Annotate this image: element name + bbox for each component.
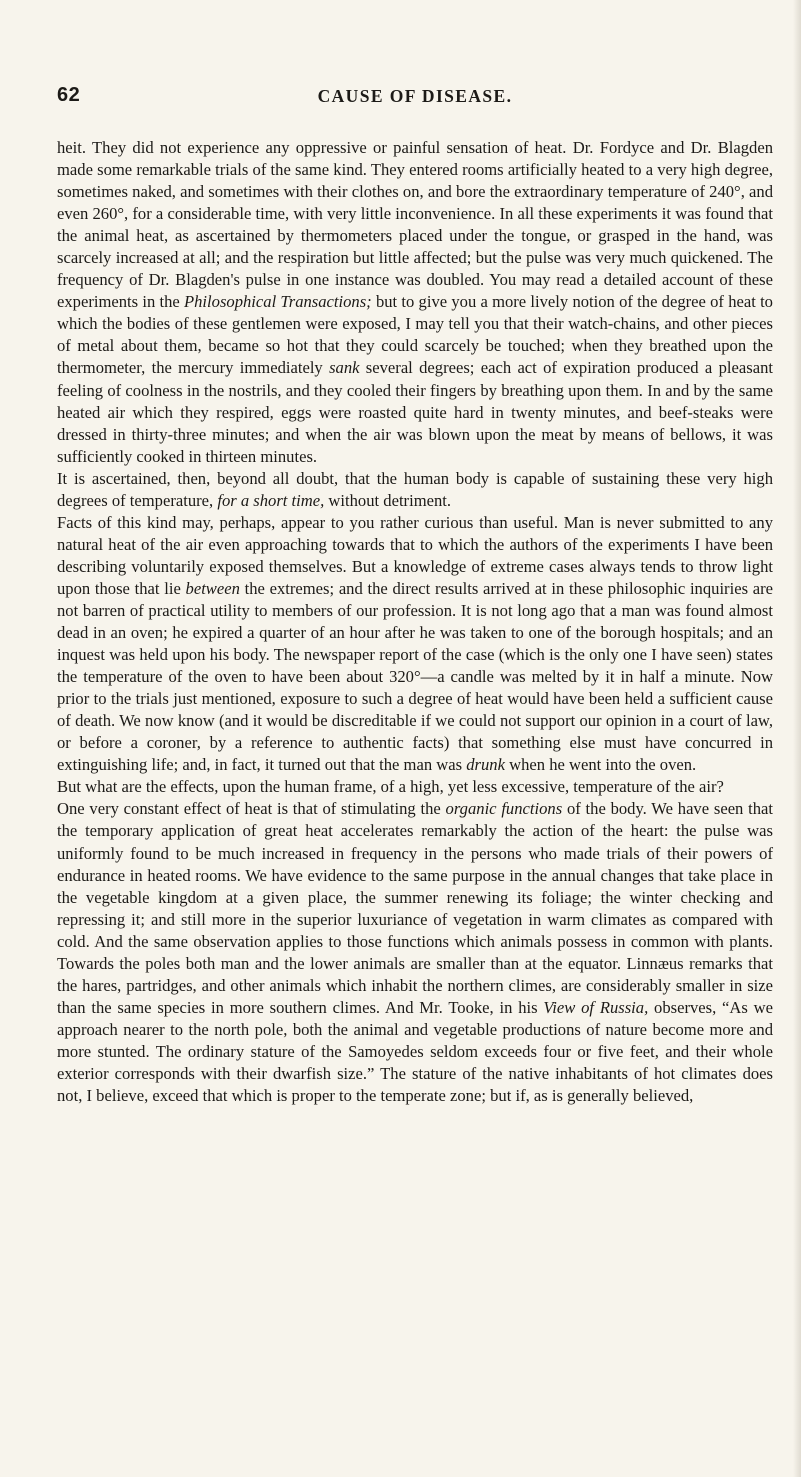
running-head: CAUSE OF DISEASE. <box>317 86 513 106</box>
italic-text: for a short time, <box>217 490 325 510</box>
paragraph <box>57 798 773 1107</box>
text-run: several degrees; each act of expiration produced a pleasant feeling of coolness in the nostrils, and they cooled their fingers by breathing upon them. In and by the same heated air which they respired, eggs were roasted quite hard in twenty minutes, and beef-steaks were dressed in thirty-three minutes; and when the air was blown upon the meat by means of bellows, it was sufficiently cooked in thirteen minutes. <box>57 358 773 466</box>
text-run: heit. They did not experience any oppressive or painful sensation of heat. Dr. Fordyce and Dr. Blagden made some remarkable trials of the same kind. They entered rooms artificially heated to a very high degree, sometimes naked, and sometimes with their clothes on, and bore the extraordinary temperature of 240°, and even 260°, for a considerable time, with very little inconvenience. In all these experiments it was found that the animal heat, as ascertained by thermometers placed under the tongue, or grasped in the hand, was scarcely increased at all; and the respiration but little affected; but the pulse was very much quickened. The frequency of Dr. Blagden's pulse in one instance was doubled. You may read a detailed account of these experiments in the <box>57 138 773 312</box>
text-run: but to give you a more lively notion of the degree of heat to which the bodies of these gentlemen were exposed, I may tell you that their watch-chains, and other pieces of metal about them, became so hot that they could scarcely be touched; when they breathed upon the thermometer, the mercury immediately <box>57 292 773 378</box>
body-text <box>57 137 773 1107</box>
page-edge-shadow <box>793 0 801 1477</box>
italic-text: sank <box>329 358 360 378</box>
text-run: Facts of this kind may, perhaps, appear to you rather curious than useful. Man is never submitted to any natural heat of the air even approaching towards that to which the authors of the experiments I have been describing voluntarily exposed themselves. But a knowledge of extreme cases always tends to throw light upon those that lie <box>57 512 773 598</box>
text-run: observes, “As we approach nearer to the north pole, both the animal and vegetable productions of nature become more and more stunted. The ordinary stature of the Samoyedes seldom exceeds four or five feet, and their whole exterior corresponds with their dwarfish size.” The stature of the native inhabitants of hot climates does not, I believe, exceed that which is proper to the temperate zone; but if, as is generally believed, <box>57 997 773 1106</box>
paragraph <box>57 468 773 512</box>
italic-text: organic functions <box>445 799 563 819</box>
text-run: But what are the effects, upon the human frame, of a high, yet less excessive, temperature of the air? <box>57 777 724 797</box>
text-run: of the body. We have seen that the temporary application of great heat accelerates remarkably the action of the heart: the pulse was uniformly found to be much increased in frequency in the persons who made trials of their powers of endurance in heated rooms. We have evidence to the same purpose in the annual changes that take place in the vegetable kingdom at a given place, the summer renewing its foliage; the winter checking and repressing it; and still more in the superior luxuriance of vegetation in warm climates as compared with cold. And the same observation applies to those functions which animals possess in common with plants. Towards the poles both man and the lower animals are smaller than at the equator. Linnæus remarks that the hares, partridges, and other animals which inhabit the northern climes, are considerably smaller in size than the same species in more southern climes. And Mr. Tooke, in his <box>57 799 774 1017</box>
paragraph <box>57 137 773 468</box>
italic-text: View of Russia, <box>543 997 649 1017</box>
text-run: One very constant effect of heat is that of stimulating the <box>57 799 446 819</box>
paragraph <box>57 512 773 777</box>
text-run: the extremes; and the direct results arrived at in these philosophic inquiries are not barren of practical utility to members of our profession. It is not long ago that a man was found almost dead in an oven; he expired a quarter of an hour after he was taken to one of the borough hospitals; and an inquest was held upon his body. The newspaper report of the case (which is the only one I have seen) states the temperature of the oven to have been about 320°—a candle was melted by it in half a minute. Now prior to the trials just mentioned, exposure to such a degree of heat would have been held a sufficient cause of death. We now know (and it would be discreditable if we could not support our opinion in a court of law, or before a coroner, by a reference to authentic facts) that something else must have concurred in extinguishing life; and, in fact, it turned out that the man was <box>57 578 773 775</box>
italic-text: Philosophical Transactions; <box>184 292 372 312</box>
text-run: when he went into the oven. <box>504 755 697 775</box>
text-run: It is ascertained, then, beyond all doubt, that the human body is capable of sustaining these very high degrees of temperature, <box>57 468 773 510</box>
paragraph <box>57 776 773 798</box>
italic-text: drunk <box>466 755 505 775</box>
page-number: 62 <box>57 84 81 106</box>
text-run: without detriment. <box>324 490 452 510</box>
page-header <box>57 84 773 112</box>
italic-text: between <box>185 578 240 598</box>
